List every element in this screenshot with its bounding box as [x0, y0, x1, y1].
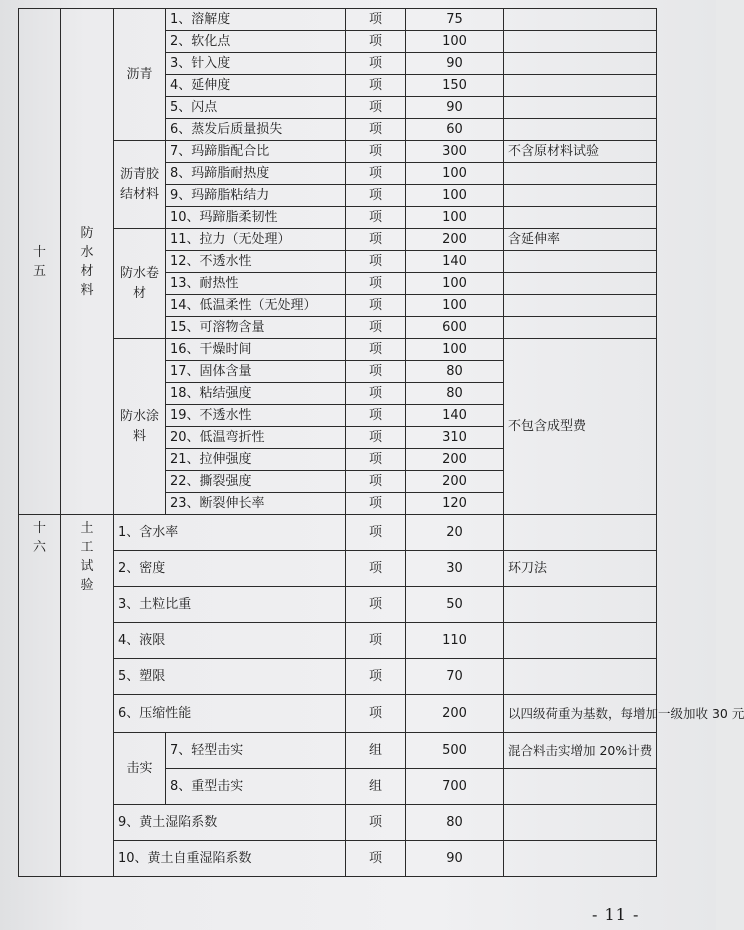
item-note [504, 185, 657, 207]
item-note: 以四级荷重为基数，每增加一级加收 30 元 [504, 695, 657, 733]
item-name: 7、玛蹄脂配合比 [166, 141, 346, 163]
item-name: 23、断裂伸长率 [166, 493, 346, 515]
item-price: 110 [406, 623, 504, 659]
item-price: 120 [406, 493, 504, 515]
item-note [504, 769, 657, 805]
item-price: 80 [406, 361, 504, 383]
item-price: 100 [406, 339, 504, 361]
item-price: 200 [406, 695, 504, 733]
table-row [19, 141, 657, 163]
item-unit: 项 [346, 493, 406, 515]
item-note [504, 75, 657, 97]
item-note [504, 9, 657, 31]
item-name: 4、延伸度 [166, 75, 346, 97]
item-note [504, 317, 657, 339]
item-unit: 项 [346, 405, 406, 427]
item-unit: 项 [346, 75, 406, 97]
item-price: 100 [406, 31, 504, 53]
item-unit: 项 [346, 623, 406, 659]
item-unit: 项 [346, 119, 406, 141]
item-unit: 项 [346, 695, 406, 733]
item-name: 20、低温弯折性 [166, 427, 346, 449]
item-name: 2、软化点 [166, 31, 346, 53]
item-price: 300 [406, 141, 504, 163]
item-unit: 项 [346, 295, 406, 317]
item-price: 700 [406, 769, 504, 805]
item-note [504, 207, 657, 229]
item-unit: 项 [346, 449, 406, 471]
item-unit: 项 [346, 427, 406, 449]
item-name: 6、蒸发后质量损失 [166, 119, 346, 141]
item-unit: 组 [346, 733, 406, 769]
item-note [504, 587, 657, 623]
item-price: 140 [406, 251, 504, 273]
item-price: 100 [406, 295, 504, 317]
table-row [19, 623, 657, 659]
item-price: 200 [406, 471, 504, 493]
item-note [504, 31, 657, 53]
item-unit: 项 [346, 9, 406, 31]
item-name: 5、塑限 [114, 659, 346, 695]
item-price: 100 [406, 207, 504, 229]
item-name: 10、黄土自重湿陷系数 [114, 841, 346, 877]
item-price: 100 [406, 185, 504, 207]
item-price: 80 [406, 805, 504, 841]
table-row [19, 805, 657, 841]
section-category: 防水材料 [61, 9, 114, 515]
item-price: 90 [406, 97, 504, 119]
item-price: 200 [406, 229, 504, 251]
item-unit: 项 [346, 185, 406, 207]
item-price: 20 [406, 515, 504, 551]
item-name: 9、玛蹄脂粘结力 [166, 185, 346, 207]
item-note [504, 97, 657, 119]
item-price: 50 [406, 587, 504, 623]
item-name: 4、液限 [114, 623, 346, 659]
item-note: 不包含成型费 [504, 339, 657, 515]
item-price: 60 [406, 119, 504, 141]
item-unit: 项 [346, 141, 406, 163]
item-note [504, 805, 657, 841]
item-name: 15、可溶物含量 [166, 317, 346, 339]
item-name: 9、黄土湿陷系数 [114, 805, 346, 841]
item-note [504, 295, 657, 317]
item-price: 30 [406, 551, 504, 587]
item-price: 500 [406, 733, 504, 769]
item-unit: 项 [346, 163, 406, 185]
item-name: 2、密度 [114, 551, 346, 587]
item-unit: 项 [346, 207, 406, 229]
table-row [19, 9, 657, 31]
item-price: 140 [406, 405, 504, 427]
table-row [19, 659, 657, 695]
item-name: 18、粘结强度 [166, 383, 346, 405]
item-price: 150 [406, 75, 504, 97]
item-price: 100 [406, 273, 504, 295]
item-unit: 项 [346, 251, 406, 273]
table-row [19, 339, 657, 361]
item-note [504, 251, 657, 273]
table-row [19, 515, 657, 551]
item-name: 17、固体含量 [166, 361, 346, 383]
item-note [504, 163, 657, 185]
item-note [504, 515, 657, 551]
item-note: 不含原材料试验 [504, 141, 657, 163]
item-unit: 项 [346, 841, 406, 877]
item-name: 13、耐热性 [166, 273, 346, 295]
subcategory: 防水涂料 [114, 339, 166, 515]
item-unit: 项 [346, 587, 406, 623]
item-price: 90 [406, 841, 504, 877]
item-name: 1、溶解度 [166, 9, 346, 31]
item-note [504, 659, 657, 695]
item-unit: 项 [346, 361, 406, 383]
item-unit: 项 [346, 273, 406, 295]
item-name: 22、撕裂强度 [166, 471, 346, 493]
table-row [19, 551, 657, 587]
table-row [19, 587, 657, 623]
table-row [19, 841, 657, 877]
item-note: 含延伸率 [504, 229, 657, 251]
subcategory: 沥青胶结材料 [114, 141, 166, 229]
item-name: 5、闪点 [166, 97, 346, 119]
item-price: 70 [406, 659, 504, 695]
item-name: 6、压缩性能 [114, 695, 346, 733]
item-unit: 组 [346, 769, 406, 805]
table-row [19, 695, 657, 733]
section-category: 土工试验 [61, 515, 114, 877]
item-name: 8、重型击实 [166, 769, 346, 805]
item-note [504, 623, 657, 659]
item-unit: 项 [346, 229, 406, 251]
item-unit: 项 [346, 53, 406, 75]
subcategory: 防水卷材 [114, 229, 166, 339]
item-price: 80 [406, 383, 504, 405]
item-price: 90 [406, 53, 504, 75]
section-number: 十六 [19, 515, 61, 877]
item-unit: 项 [346, 659, 406, 695]
item-unit: 项 [346, 551, 406, 587]
item-price: 600 [406, 317, 504, 339]
item-note [504, 841, 657, 877]
item-note [504, 53, 657, 75]
subcategory: 沥青 [114, 9, 166, 141]
item-name: 21、拉伸强度 [166, 449, 346, 471]
item-note [504, 119, 657, 141]
item-name: 14、低温柔性（无处理） [166, 295, 346, 317]
item-price: 75 [406, 9, 504, 31]
item-name: 12、不透水性 [166, 251, 346, 273]
item-unit: 项 [346, 339, 406, 361]
item-name: 8、玛蹄脂耐热度 [166, 163, 346, 185]
item-unit: 项 [346, 515, 406, 551]
item-name: 3、针入度 [166, 53, 346, 75]
subcategory: 击实 [114, 733, 166, 805]
item-unit: 项 [346, 471, 406, 493]
item-unit: 项 [346, 383, 406, 405]
item-note: 混合料击实增加 20%计费 [504, 733, 657, 769]
item-name: 19、不透水性 [166, 405, 346, 427]
item-unit: 项 [346, 805, 406, 841]
item-name: 16、干燥时间 [166, 339, 346, 361]
item-note: 环刀法 [504, 551, 657, 587]
item-unit: 项 [346, 97, 406, 119]
item-unit: 项 [346, 31, 406, 53]
item-note [504, 273, 657, 295]
item-name: 10、玛蹄脂柔韧性 [166, 207, 346, 229]
item-name: 3、土粒比重 [114, 587, 346, 623]
page-number: - 11 - [592, 905, 640, 924]
item-price: 310 [406, 427, 504, 449]
table-row [19, 229, 657, 251]
item-name: 1、含水率 [114, 515, 346, 551]
item-price: 100 [406, 163, 504, 185]
item-name: 7、轻型击实 [166, 733, 346, 769]
item-name: 11、拉力（无处理） [166, 229, 346, 251]
fee-table [18, 8, 744, 877]
item-price: 200 [406, 449, 504, 471]
section-number: 十五 [19, 9, 61, 515]
table-row [19, 733, 657, 769]
item-unit: 项 [346, 317, 406, 339]
